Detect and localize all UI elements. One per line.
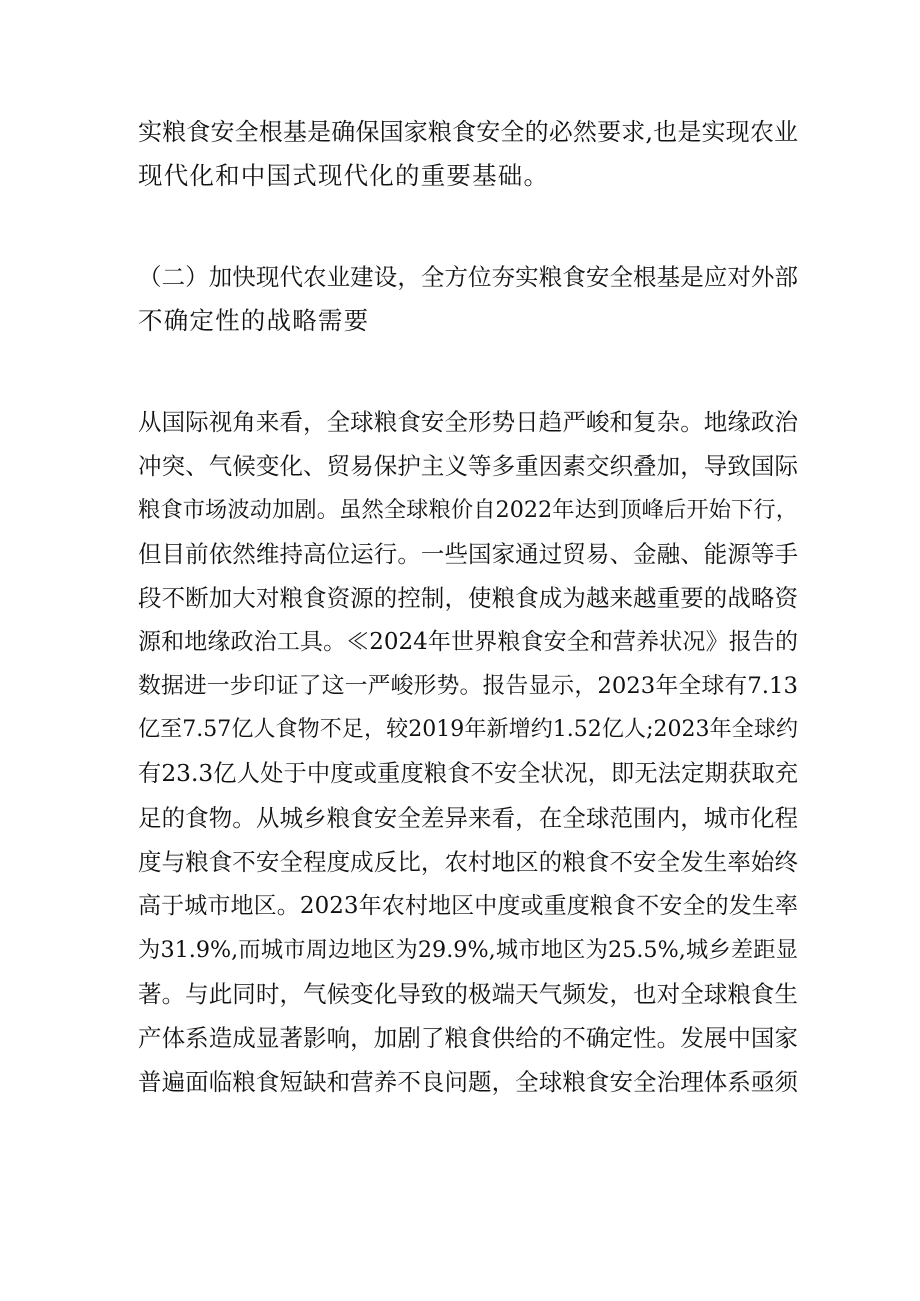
text-line: 实粮食安全根基是确保国家粮食安全的必然要求,也是实现农业 bbox=[138, 118, 798, 146]
text-line: （二）加快现代农业建设，全方位夯实粮食安全根基是应对外部 bbox=[138, 263, 798, 291]
paragraph-body bbox=[138, 400, 798, 1104]
text-line: 段不断加大对粮食资源的控制，使粮食成为越来越重要的战略资 bbox=[138, 584, 798, 612]
section-heading bbox=[138, 255, 798, 343]
text-line: 亿至7.57亿人食物不足，较2019年新增约1.52亿人;2023年全球约 bbox=[138, 717, 798, 742]
text-line: 有23.3亿人处于中度或重度粮食不安全状况，即无法定期获取充 bbox=[138, 760, 798, 787]
text-line: 高于城市地区。2023年农村地区中度或重度粮食不安全的发生率 bbox=[138, 893, 798, 919]
text-line: 不确定性的战略需要 bbox=[138, 306, 370, 335]
text-line: 著。与此同时，气候变化导致的极端天气频发，也对全球粮食生 bbox=[138, 980, 798, 1008]
paragraph-continuation bbox=[138, 110, 798, 198]
text-line: 度与粮食不安全程度成反比，农村地区的粮食不安全发生率始终 bbox=[138, 848, 798, 876]
text-line: 现代化和中国式现代化的重要基础。 bbox=[138, 161, 550, 190]
text-line: 产体系造成显著影响，加剧了粮食供给的不确定性。发展中国家 bbox=[138, 1024, 798, 1052]
text-line: 从国际视角来看，全球粮食安全形势日趋严峻和复杂。地缘政治 bbox=[138, 408, 798, 436]
text-line: 普遍面临粮食短缺和营养不良问题，全球粮食安全治理体系亟须 bbox=[138, 1068, 798, 1096]
text-line: 粮食市场波动加剧。虽然全球粮价自2022年达到顶峰后开始下行， bbox=[138, 497, 798, 523]
text-line: 源和地缘政治工具。≪2024年世界粮食安全和营养状况》报告的 bbox=[138, 629, 798, 655]
text-line: 足的食物。从城乡粮食安全差异来看，在全球范围内，城市化程 bbox=[138, 804, 798, 832]
text-line: 为31.9%,而城市周边地区为29.9%,城市地区为25.5%,城乡差距显 bbox=[138, 937, 798, 963]
text-line: 但目前依然维持高位运行。一些国家通过贸易、金融、能源等手 bbox=[138, 540, 798, 568]
text-line: 数据进一步印证了这一严峻形势。报告显示，2023年全球有7.13 bbox=[138, 673, 798, 699]
text-line: 冲突、气候变化、贸易保护主义等多重因素交织叠加，导致国际 bbox=[138, 452, 798, 480]
